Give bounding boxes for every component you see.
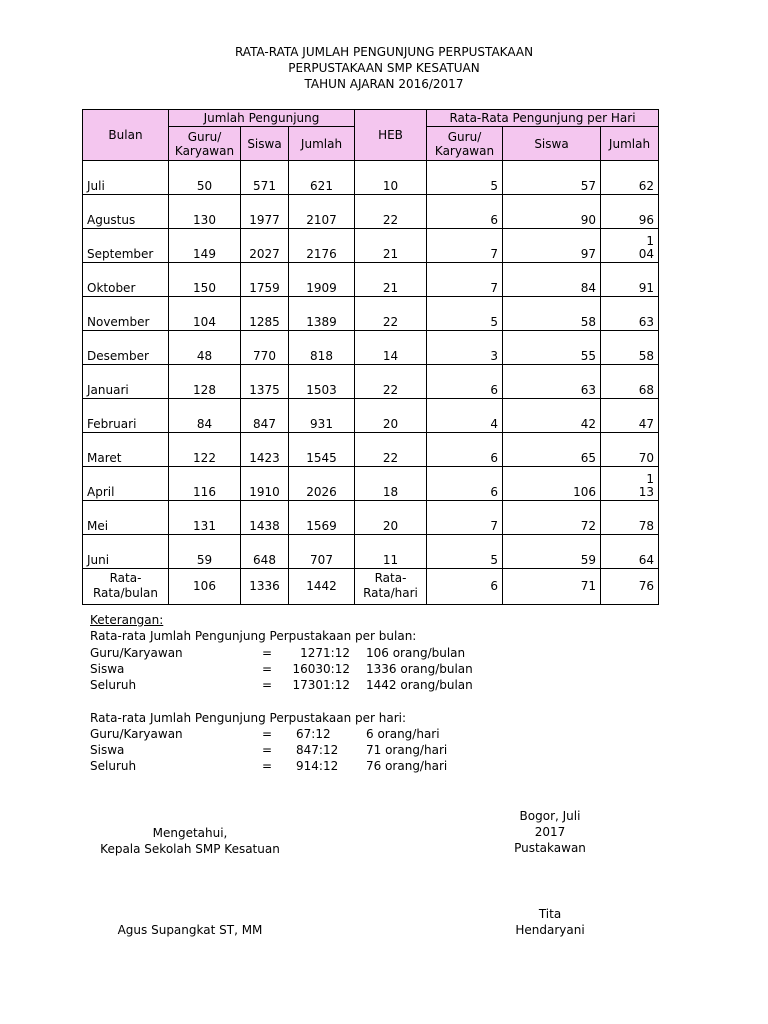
cell-rata-guru: 6 [427,195,503,229]
ket-calc: 1271:12 [300,646,350,660]
table-row [83,501,659,535]
cell-guru: 84 [169,399,241,433]
ket-label: Siswa [90,743,125,757]
cell-rata-jumlah: 62 [601,161,659,195]
cell-rata-siswa: 84 [503,263,601,297]
cell-rata-guru: 6 [427,433,503,467]
cell-siswa: 2027 [241,229,289,263]
per-bulan-title: Rata-rata Jumlah Pengunjung Perpustakaan per bulan: [90,629,417,643]
title-line-1: RATA-RATA JUMLAH PENGUNJUNG PERPUSTAKAAN [234,45,534,59]
cell-rata-siswa: 55 [503,331,601,365]
cell-bulan: Maret [83,433,169,467]
cell-rata-jumlah: 1 13 [601,467,659,501]
ket-eq: = [262,678,273,692]
cell-heb: 22 [355,195,427,229]
cell-guru: 59 [169,535,241,569]
cell-rata-jumlah: 91 [601,263,659,297]
cell-bulan: Juni [83,535,169,569]
cell-rata-jumlah: 1 04 [601,229,659,263]
cell-bulan: Juli [83,161,169,195]
cell-jumlah: 931 [289,399,355,433]
cell-bulan: September [83,229,169,263]
cell-rata-guru: 5 [427,535,503,569]
ket-calc: 17301:12 [292,678,350,692]
cell-heb: 21 [355,263,427,297]
ket-label: Seluruh [90,759,137,773]
table-row [83,365,659,399]
ket-calc: 914:12 [296,759,339,773]
cell-rata-jumlah: 78 [601,501,659,535]
ket-label: Seluruh [90,678,137,692]
cell-rata-jumlah: 63 [601,297,659,331]
header-jumlah-pengunjung: Jumlah Pengunjung [169,110,355,127]
signature-right-name-1: Tita [538,907,562,921]
cell-jumlah: 1503 [289,365,355,399]
signature-right-line-2: 2017 [534,825,566,839]
cell-bulan: Februari [83,399,169,433]
keterangan-heading: Keterangan: [90,613,164,627]
signature-left-line-1: Mengetahui, [152,826,228,840]
ket-eq: = [262,743,273,757]
signature-left-line-2: Kepala Sekolah SMP Kesatuan [100,842,280,856]
ket-eq: = [262,646,273,660]
ket-result: 1442 orang/bulan [366,678,473,692]
cell-rata-guru: 5 [427,161,503,195]
cell-guru: 128 [169,365,241,399]
cell-guru: 116 [169,467,241,501]
cell-guru: 122 [169,433,241,467]
cell-siswa: 1423 [241,433,289,467]
header-bulan: Bulan [83,110,169,161]
header-rata-guru-karyawan: Guru/ Karyawan [427,127,503,161]
cell-siswa: 1285 [241,297,289,331]
average-rata-siswa: 71 [503,569,601,605]
ket-label: Guru/Karyawan [90,646,183,660]
average-row [83,569,659,605]
ket-label: Guru/Karyawan [90,727,183,741]
cell-jumlah: 1389 [289,297,355,331]
header-rata-jumlah: Jumlah [601,127,659,161]
cell-jumlah: 2026 [289,467,355,501]
table-row [83,467,659,501]
header-rata-per-hari: Rata-Rata Pengunjung per Hari [427,110,659,127]
cell-siswa: 1438 [241,501,289,535]
table-row [83,297,659,331]
cell-jumlah: 1909 [289,263,355,297]
cell-jumlah: 1569 [289,501,355,535]
cell-guru: 104 [169,297,241,331]
signature-right-line-3: Pustakawan [514,841,586,855]
cell-siswa: 571 [241,161,289,195]
cell-bulan: Mei [83,501,169,535]
table-row [83,195,659,229]
ket-result: 76 orang/hari [366,759,448,773]
ket-result: 71 orang/hari [366,743,448,757]
cell-siswa: 847 [241,399,289,433]
cell-rata-jumlah: 96 [601,195,659,229]
header-guru-karyawan: Guru/ Karyawan [169,127,241,161]
cell-jumlah: 818 [289,331,355,365]
ket-calc: 16030:12 [292,662,350,676]
cell-rata-siswa: 63 [503,365,601,399]
average-heb-label: Rata- Rata/hari [355,569,427,605]
title-line-3: TAHUN AJARAN 2016/2017 [304,77,464,91]
cell-heb: 20 [355,399,427,433]
cell-rata-jumlah: 68 [601,365,659,399]
cell-guru: 50 [169,161,241,195]
cell-rata-siswa: 59 [503,535,601,569]
cell-rata-guru: 4 [427,399,503,433]
cell-heb: 18 [355,467,427,501]
cell-bulan: April [83,467,169,501]
cell-rata-guru: 6 [427,467,503,501]
average-jumlah: 1442 [289,569,355,605]
cell-heb: 11 [355,535,427,569]
cell-rata-guru: 3 [427,331,503,365]
table-row [83,535,659,569]
cell-jumlah: 2176 [289,229,355,263]
table-row [83,331,659,365]
cell-bulan: Oktober [83,263,169,297]
ket-label: Siswa [90,662,125,676]
cell-bulan: Agustus [83,195,169,229]
cell-rata-guru: 6 [427,365,503,399]
cell-jumlah: 2107 [289,195,355,229]
header-heb: HEB [355,110,427,161]
cell-rata-siswa: 90 [503,195,601,229]
ket-calc: 67:12 [296,727,331,741]
per-hari-title: Rata-rata Jumlah Pengunjung Perpustakaan per hari: [90,711,407,725]
cell-siswa: 770 [241,331,289,365]
cell-siswa: 648 [241,535,289,569]
ket-eq: = [262,727,273,741]
cell-bulan: November [83,297,169,331]
table-row [83,433,659,467]
cell-rata-jumlah: 64 [601,535,659,569]
average-rata-jumlah: 76 [601,569,659,605]
cell-rata-guru: 7 [427,501,503,535]
cell-heb: 21 [355,229,427,263]
cell-guru: 150 [169,263,241,297]
signature-left-name: Agus Supangkat ST, MM [117,923,263,937]
cell-heb: 22 [355,365,427,399]
ket-eq: = [262,662,273,676]
cell-rata-guru: 7 [427,229,503,263]
ket-result: 106 orang/bulan [366,646,466,660]
header-rata-siswa: Siswa [503,127,601,161]
cell-rata-siswa: 72 [503,501,601,535]
average-label: Rata- Rata/bulan [83,569,169,605]
cell-jumlah: 1545 [289,433,355,467]
cell-jumlah: 621 [289,161,355,195]
cell-rata-guru: 5 [427,297,503,331]
table-row [83,229,659,263]
ket-result: 6 orang/hari [366,727,440,741]
signature-right-name-2: Hendaryani [515,923,585,937]
cell-siswa: 1759 [241,263,289,297]
header-jumlah: Jumlah [289,127,355,161]
ket-calc: 847:12 [296,743,339,757]
table-row [83,263,659,297]
table-row [83,161,659,195]
cell-rata-siswa: 65 [503,433,601,467]
cell-heb: 14 [355,331,427,365]
ket-result: 1336 orang/bulan [366,662,473,676]
cell-guru: 149 [169,229,241,263]
ket-eq: = [262,759,273,773]
table-row [83,399,659,433]
cell-siswa: 1977 [241,195,289,229]
average-siswa: 1336 [241,569,289,605]
cell-siswa: 1375 [241,365,289,399]
visitor-table [82,109,659,605]
cell-rata-guru: 7 [427,263,503,297]
cell-bulan: Desember [83,331,169,365]
cell-jumlah: 707 [289,535,355,569]
cell-guru: 48 [169,331,241,365]
cell-rata-siswa: 97 [503,229,601,263]
cell-guru: 131 [169,501,241,535]
cell-rata-siswa: 58 [503,297,601,331]
cell-rata-jumlah: 58 [601,331,659,365]
header-siswa: Siswa [241,127,289,161]
cell-rata-siswa: 106 [503,467,601,501]
cell-heb: 10 [355,161,427,195]
cell-siswa: 1910 [241,467,289,501]
title-line-2: PERPUSTAKAAN SMP KESATUAN [288,61,480,75]
average-rata-guru: 6 [427,569,503,605]
cell-heb: 22 [355,297,427,331]
cell-heb: 20 [355,501,427,535]
cell-rata-siswa: 57 [503,161,601,195]
cell-bulan: Januari [83,365,169,399]
cell-rata-jumlah: 70 [601,433,659,467]
cell-rata-siswa: 42 [503,399,601,433]
average-guru: 106 [169,569,241,605]
cell-rata-jumlah: 47 [601,399,659,433]
cell-heb: 22 [355,433,427,467]
cell-guru: 130 [169,195,241,229]
signature-right-line-1: Bogor, Juli [519,809,581,823]
